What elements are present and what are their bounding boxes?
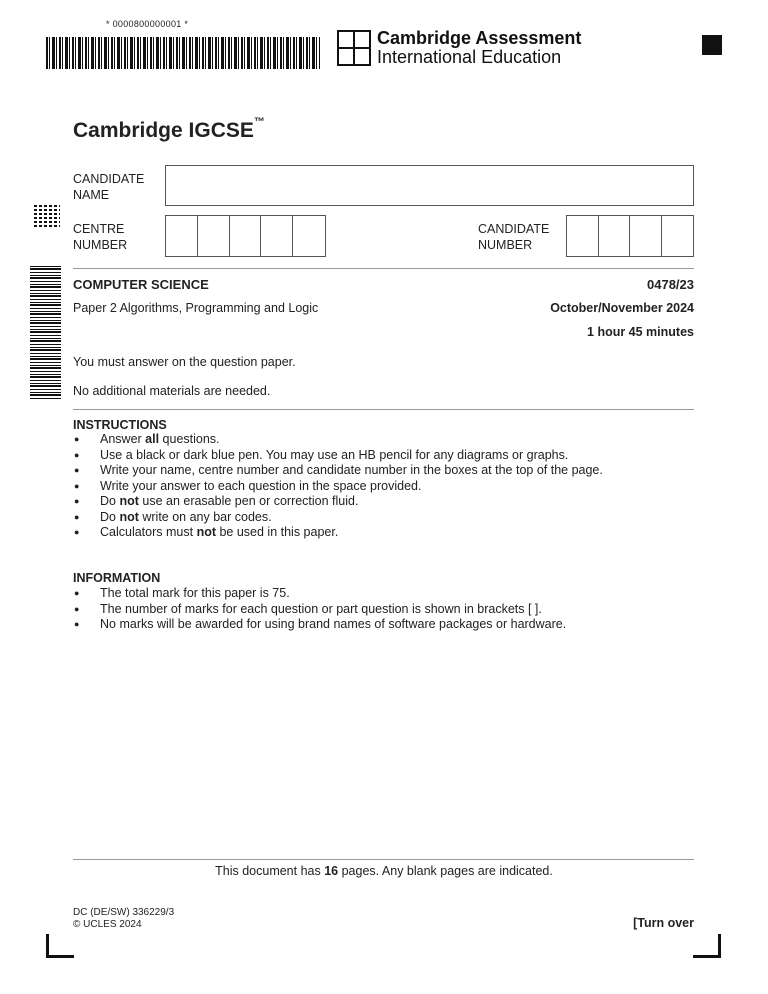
materials-note: No additional materials are needed. bbox=[73, 384, 271, 398]
instruction-item: ● Answer all questions. bbox=[73, 432, 603, 448]
centre-number-digit[interactable] bbox=[261, 216, 293, 256]
instruction-item: ● Write your name, centre number and candidate number in the boxes at the top of the page. bbox=[73, 463, 603, 479]
information-list bbox=[73, 586, 566, 633]
turn-over-label: [Turn over bbox=[633, 916, 694, 930]
divider bbox=[73, 409, 694, 410]
cambridge-logo bbox=[337, 28, 587, 70]
information-item: ● The total mark for this paper is 75. bbox=[73, 586, 566, 602]
instruction-item: ● Write your answer to each question in the space provided. bbox=[73, 479, 603, 495]
centre-number-digit[interactable] bbox=[166, 216, 198, 256]
information-item: ● No marks will be awarded for using brand names of software packages or hardware. bbox=[73, 617, 566, 633]
centre-number-digit[interactable] bbox=[198, 216, 230, 256]
page-title: Cambridge IGCSE™ bbox=[73, 116, 265, 142]
paper-code: 0478/23 bbox=[647, 277, 694, 292]
document-reference: DC (DE/SW) 336229/3 © UCLES 2024 bbox=[73, 907, 175, 930]
logo-line-1: Cambridge Assessment bbox=[377, 28, 582, 48]
instruction-item: ● Calculators must not be used in this paper. bbox=[73, 525, 603, 541]
top-barcode bbox=[46, 37, 320, 69]
paper-name: Paper 2 Algorithms, Programming and Logic bbox=[73, 301, 319, 315]
candidate-name-label: CANDIDATE NAME bbox=[73, 172, 145, 202]
information-item: ● The number of marks for each question or part question is shown in brackets [ ]. bbox=[73, 602, 566, 618]
exam-session: October/November 2024 bbox=[550, 301, 694, 315]
candidate-name-field[interactable] bbox=[165, 165, 694, 206]
candidate-number-digit[interactable] bbox=[567, 216, 599, 256]
answer-note: You must answer on the question paper. bbox=[73, 355, 296, 369]
barcode-number: * 0000800000001 * bbox=[106, 19, 189, 29]
instructions-list bbox=[73, 432, 603, 541]
side-barcode bbox=[30, 265, 61, 399]
candidate-number-field[interactable] bbox=[566, 215, 694, 257]
corner-mark-right bbox=[693, 934, 721, 958]
footer-divider bbox=[73, 859, 694, 860]
instruction-item: ● Do not use an erasable pen or correction fluid. bbox=[73, 494, 603, 510]
centre-number-digit[interactable] bbox=[230, 216, 262, 256]
instruction-item: ● Do not write on any bar codes. bbox=[73, 510, 603, 526]
candidate-number-label: CANDIDATE NUMBER bbox=[478, 222, 550, 252]
candidate-number-digit[interactable] bbox=[662, 216, 693, 256]
qr-code-pattern bbox=[34, 203, 60, 227]
page-count-note: This document has 16 pages. Any blank pages are indicated. bbox=[215, 864, 553, 878]
logo-line-2: International Education bbox=[377, 47, 562, 67]
corner-mark-left bbox=[46, 934, 74, 958]
divider bbox=[73, 268, 694, 269]
candidate-number-digit[interactable] bbox=[630, 216, 662, 256]
exam-duration: 1 hour 45 minutes bbox=[587, 325, 694, 339]
information-heading: INFORMATION bbox=[73, 571, 161, 585]
instruction-item: ● Use a black or dark blue pen. You may use an HB pencil for any diagrams or graphs. bbox=[73, 448, 603, 464]
centre-number-label: CENTRE NUMBER bbox=[73, 222, 128, 252]
shield-icon bbox=[337, 30, 371, 66]
candidate-number-digit[interactable] bbox=[599, 216, 631, 256]
subject-title: COMPUTER SCIENCE bbox=[73, 277, 209, 292]
trademark: ™ bbox=[253, 116, 265, 128]
centre-number-field[interactable] bbox=[165, 215, 326, 257]
instructions-heading: INSTRUCTIONS bbox=[73, 418, 167, 432]
centre-number-digit[interactable] bbox=[293, 216, 325, 256]
registration-mark bbox=[702, 35, 722, 55]
